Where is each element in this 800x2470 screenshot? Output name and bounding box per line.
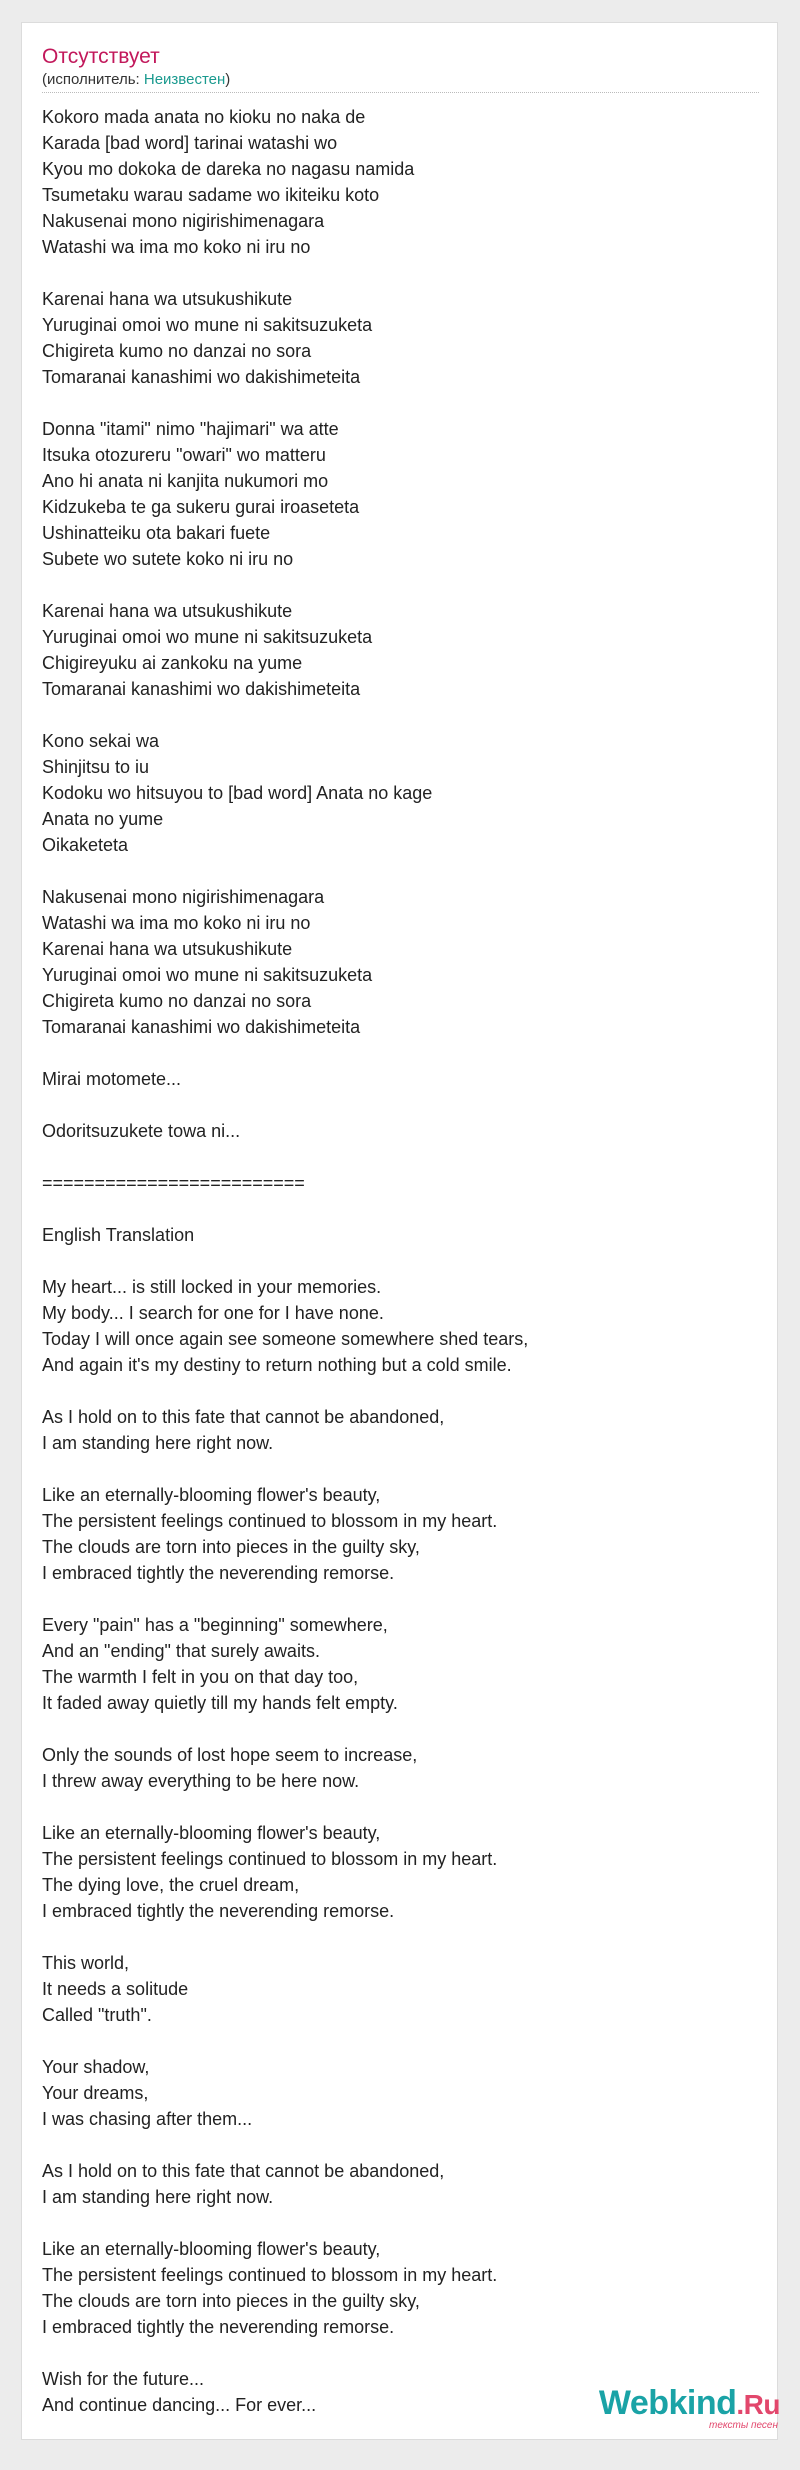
lyrics-line: Karenai hana wa utsukushikute	[42, 939, 293, 959]
brand-name	[599, 2385, 780, 2423]
lyrics-stanza	[42, 2054, 757, 2132]
lyrics-line: Watashi wa ima mo koko ni iru no	[42, 237, 311, 257]
lyrics-line: I embraced tightly the neverending remorse.	[42, 2317, 395, 2337]
lyrics-line: Kodoku wo hitsuyou to [bad word] Anata no kage	[42, 783, 433, 803]
lyrics-line: Tomaranai kanashimi wo dakishimeteita	[42, 1017, 361, 1037]
lyrics-line: The persistent feelings continued to blossom in my heart.	[42, 1511, 498, 1531]
lyrics-line: I was chasing after them...	[42, 2109, 253, 2129]
lyrics-line: Called "truth".	[42, 2005, 152, 2025]
lyrics-line: The warmth I felt in you on that day too,	[42, 1667, 359, 1687]
lyrics-line: Chigireta kumo no danzai no sora	[42, 341, 312, 361]
lyrics-stanza	[42, 598, 757, 702]
artist-prefix: (исполнитель:	[42, 71, 144, 88]
lyrics-stanza	[42, 1118, 757, 1144]
lyrics-line: Yuruginai omoi wo mune ni sakitsuzuketa	[42, 627, 373, 647]
lyrics-line: The persistent feelings continued to blossom in my heart.	[42, 2265, 498, 2285]
artist-link[interactable]: Неизвестен	[143, 71, 226, 88]
lyrics-line: My heart... is still locked in your memories.	[42, 1277, 382, 1297]
lyrics-line: My body... I search for one for I have none.	[42, 1303, 384, 1323]
lyrics-stanza	[42, 1274, 757, 1378]
lyrics-stanza	[42, 286, 757, 390]
lyrics-line: English Translation	[42, 1225, 195, 1245]
lyrics-line: Only the sounds of lost hope seem to increase,	[42, 1745, 418, 1765]
lyrics-line: Kidzukeba te ga sukeru gurai iroaseteta	[42, 497, 360, 517]
lyrics-line: This world,	[42, 1953, 130, 1973]
lyrics-stanza	[42, 1404, 757, 1456]
lyrics-line: The persistent feelings continued to blossom in my heart.	[42, 1849, 498, 1869]
lyrics-stanza	[42, 1066, 757, 1092]
lyrics-line: Your dreams,	[42, 2083, 149, 2103]
lyrics-line: Yuruginai omoi wo mune ni sakitsuzuketa	[42, 315, 373, 335]
lyrics-line: Tomaranai kanashimi wo dakishimeteita	[42, 679, 361, 699]
lyrics-line: Tsumetaku warau sadame wo ikiteiku koto	[42, 185, 380, 205]
lyrics-stanza	[42, 1612, 757, 1716]
lyrics-stanza	[42, 1742, 757, 1794]
lyrics-line: Donna "itami" nimo "hajimari" wa atte	[42, 419, 339, 439]
lyrics-line: Like an eternally-blooming flower's beauty,	[42, 2239, 381, 2259]
lyrics-line: And continue dancing... For ever...	[42, 2395, 317, 2415]
lyrics-line: It faded away quietly till my hands felt empty.	[42, 1693, 398, 1713]
lyrics-line: Today I will once again see someone somewhere shed tears,	[42, 1329, 529, 1349]
lyrics-line: Ushinatteiku ota bakari fuete	[42, 523, 271, 543]
lyrics-body	[42, 104, 757, 2444]
lyrics-line: I am standing here right now.	[42, 1433, 274, 1453]
lyrics-stanza	[42, 104, 757, 260]
lyrics-line: Watashi wa ima mo koko ni iru no	[42, 913, 311, 933]
lyrics-line: Nakusenai mono nigirishimenagara	[42, 887, 325, 907]
lyrics-line: Itsuka otozureru "owari" wo matteru	[42, 445, 326, 465]
brand-tagline: тексты песен	[709, 2420, 778, 2431]
artist-suffix: )	[225, 71, 231, 88]
lyrics-card	[21, 22, 778, 2440]
lyrics-line: Shinjitsu to iu	[42, 757, 150, 777]
lyrics-line: Karada [bad word] tarinai watashi wo	[42, 133, 338, 153]
lyrics-line: =========================	[42, 1173, 305, 1193]
lyrics-line: Like an eternally-blooming flower's beauty,	[42, 1485, 381, 1505]
lyrics-line: Every "pain" has a "beginning" somewhere,	[42, 1615, 388, 1635]
lyrics-line: Your shadow,	[42, 2057, 150, 2077]
lyrics-line: Oikaketeta	[42, 835, 129, 855]
lyrics-line: Kyou mo dokoka de dareka no nagasu namida	[42, 159, 415, 179]
header-divider	[42, 92, 759, 93]
lyrics-line: As I hold on to this fate that cannot be abandoned,	[42, 1407, 445, 1427]
lyrics-stanza	[42, 884, 757, 1040]
lyrics-line: Nakusenai mono nigirishimenagara	[42, 211, 325, 231]
lyrics-line: Chigireta kumo no danzai no sora	[42, 991, 312, 1011]
lyrics-line: Odoritsuzukete towa ni...	[42, 1121, 241, 1141]
brand-logo[interactable]	[560, 2385, 780, 2433]
lyrics-line: The dying love, the cruel dream,	[42, 1875, 300, 1895]
lyrics-line: Karenai hana wa utsukushikute	[42, 601, 293, 621]
lyrics-line: Anata no yume	[42, 809, 164, 829]
lyrics-line: I embraced tightly the neverending remorse.	[42, 1901, 395, 1921]
lyrics-line: It needs a solitude	[42, 1979, 189, 1999]
lyrics-stanza	[42, 728, 757, 858]
lyrics-line: And an "ending" that surely awaits.	[42, 1641, 320, 1661]
lyrics-stanza	[42, 416, 757, 572]
artist-line	[42, 70, 230, 90]
lyrics-line: The clouds are torn into pieces in the guilty sky,	[42, 2291, 420, 2311]
lyrics-stanza	[42, 1222, 757, 1248]
lyrics-stanza	[42, 2236, 757, 2340]
lyrics-line: I am standing here right now.	[42, 2187, 274, 2207]
brand-name-text: Webkind	[598, 2384, 737, 2422]
lyrics-stanza	[42, 1170, 757, 1196]
lyrics-line: As I hold on to this fate that cannot be abandoned,	[42, 2161, 445, 2181]
lyrics-line: The clouds are torn into pieces in the guilty sky,	[42, 1537, 420, 1557]
lyrics-line: Subete wo sutete koko ni iru no	[42, 549, 294, 569]
lyrics-line: Yuruginai omoi wo mune ni sakitsuzuketa	[42, 965, 373, 985]
lyrics-line: I threw away everything to be here now.	[42, 1771, 360, 1791]
lyrics-line: Kono sekai wa	[42, 731, 160, 751]
lyrics-line: Tomaranai kanashimi wo dakishimeteita	[42, 367, 361, 387]
lyrics-stanza	[42, 2158, 757, 2210]
lyrics-line: And again it's my destiny to return nothing but a cold smile.	[42, 1355, 512, 1375]
song-title: Отсутствует	[42, 45, 160, 68]
lyrics-stanza	[42, 1482, 757, 1586]
lyrics-line: Kokoro mada anata no kioku no naka de	[42, 107, 366, 127]
lyrics-stanza	[42, 1950, 757, 2028]
lyrics-line: Karenai hana wa utsukushikute	[42, 289, 293, 309]
lyrics-line: Ano hi anata ni kanjita nukumori mo	[42, 471, 329, 491]
lyrics-line: Mirai motomete...	[42, 1069, 182, 1089]
lyrics-line: Wish for the future...	[42, 2369, 205, 2389]
brand-tld: .Ru	[736, 2389, 780, 2420]
lyrics-line: Like an eternally-blooming flower's beauty,	[42, 1823, 381, 1843]
lyrics-line: I embraced tightly the neverending remorse.	[42, 1563, 395, 1583]
lyrics-stanza	[42, 1820, 757, 1924]
lyrics-line: Chigireyuku ai zankoku na yume	[42, 653, 303, 673]
